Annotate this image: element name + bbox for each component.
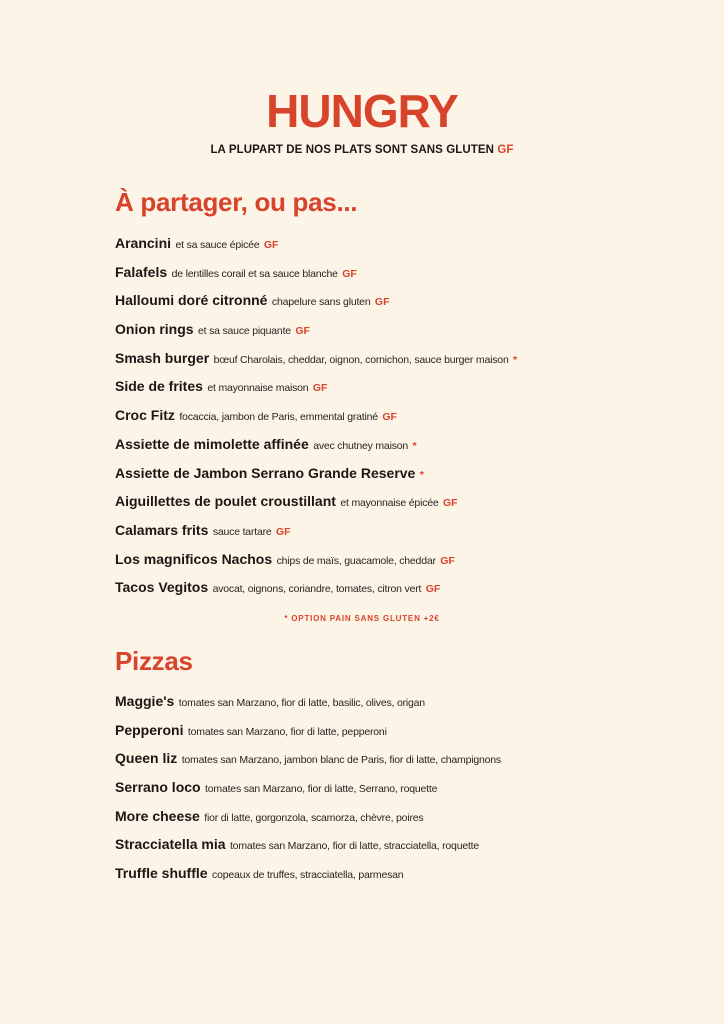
item-tag: GF: [342, 267, 357, 280]
item-description: et sa sauce piquante: [198, 325, 291, 338]
item-description: tomates san Marzano, fior di latte, basilic, olives, origan: [178, 697, 425, 709]
menu-item: [115, 550, 517, 579]
item-name: Halloumi doré citronné: [115, 292, 268, 309]
menu-item: [115, 864, 501, 893]
item-name: Assiette de mimolette affinée: [115, 435, 309, 452]
item-description: bœuf Charolais, cheddar, oignon, cornichon, sauce burger maison: [213, 353, 509, 366]
gluten-free-notice-text: LA PLUPART DE NOS PLATS SONT SANS GLUTEN: [210, 144, 495, 156]
item-name: Tacos Vegitos: [115, 579, 209, 596]
item-name: Assiette de Jambon Serrano Grande Reserve: [115, 464, 416, 481]
menu-item: [115, 464, 517, 493]
gluten-free-bread-footnote: * OPTION PAIN SANS GLUTEN +2€: [284, 614, 440, 623]
menu-item: [115, 521, 517, 550]
item-description: de lentilles corail et sa sauce blanche: [171, 267, 338, 280]
item-name: Stracciatella mia: [115, 836, 226, 853]
item-tag: GF: [312, 382, 328, 395]
menu-item: [115, 349, 517, 378]
item-name: Falafels: [115, 263, 168, 280]
item-name: Onion rings: [115, 321, 194, 338]
item-description: focaccia, jambon de Paris, emmental gratiné: [179, 411, 378, 424]
item-tag: GF: [382, 411, 397, 424]
item-description: chips de maïs, guacamole, cheddar: [276, 554, 436, 567]
item-name: Croc Fitz: [115, 407, 175, 424]
item-description: chapelure sans gluten: [271, 296, 371, 309]
menu-item: [115, 721, 501, 750]
item-tag: GF: [442, 497, 458, 510]
item-tag: GF: [440, 554, 455, 567]
menu-item: [115, 291, 517, 320]
section-heading-sharing: À partager, ou pas...: [115, 187, 358, 217]
item-description: et mayonnaise épicée: [340, 497, 439, 510]
item-name: Los magnificos Nachos: [115, 550, 273, 567]
item-description: avec chutney maison: [313, 439, 409, 452]
gluten-free-notice: [0, 144, 724, 156]
item-description: tomates san Marzano, jambon blanc de Paris, fior di latte, champignons: [181, 754, 501, 767]
item-name: Pepperoni: [115, 721, 184, 738]
item-name: Smash burger: [115, 349, 210, 366]
item-name: Calamars frits: [115, 521, 209, 538]
menu-item: [115, 578, 517, 607]
item-name: Side de frites: [115, 378, 203, 395]
item-tag: *: [412, 439, 417, 452]
item-description: et sa sauce épicée: [175, 239, 260, 251]
menu-item: [115, 263, 517, 292]
menu-item: [115, 835, 501, 864]
item-tag: GF: [374, 296, 390, 309]
menu-item: [115, 406, 517, 435]
menu-item: [115, 234, 517, 263]
item-name: Arancini: [115, 235, 172, 251]
menu-item: [115, 749, 501, 778]
item-tag: GF: [263, 239, 279, 251]
item-description: tomates san Marzano, fior di latte, Serrano, roquette: [205, 783, 438, 796]
pizzas-menu-list: [115, 692, 501, 893]
item-tag: *: [419, 468, 424, 481]
menu-item: [115, 492, 517, 521]
item-description: sauce tartare: [212, 525, 272, 538]
restaurant-title: HUNGRY: [266, 85, 458, 137]
item-tag: *: [513, 353, 518, 366]
sharing-menu-list: [115, 234, 517, 607]
gluten-free-notice-tag: GF: [497, 144, 514, 156]
item-description: avocat, oignons, coriandre, tomates, citron vert: [212, 583, 422, 596]
item-description: tomates san Marzano, fior di latte, pepperoni: [187, 725, 387, 738]
menu-item: [115, 320, 517, 349]
item-description: tomates san Marzano, fior di latte, stracciatella, roquette: [229, 840, 480, 853]
menu-item: [115, 435, 517, 464]
item-name: Aiguillettes de poulet croustillant: [115, 493, 336, 510]
item-description: fior di latte, gorgonzola, scamorza, chèvre, poires: [204, 811, 424, 824]
item-description: et mayonnaise maison: [207, 382, 309, 395]
item-name: Serrano loco: [115, 779, 201, 796]
item-tag: GF: [295, 325, 310, 338]
item-name: Queen liz: [115, 750, 178, 767]
item-name: Maggie's: [115, 693, 175, 709]
section-heading-pizzas: Pizzas: [115, 646, 193, 676]
menu-item: [115, 778, 501, 807]
menu-item: [115, 807, 501, 836]
item-tag: GF: [275, 525, 291, 538]
item-name: Truffle shuffle: [115, 865, 208, 882]
item-name: More cheese: [115, 807, 200, 824]
item-description: copeaux de truffes, stracciatella, parmesan: [212, 869, 404, 882]
item-tag: GF: [425, 583, 441, 596]
menu-item: [115, 692, 501, 721]
menu-item: [115, 377, 517, 406]
